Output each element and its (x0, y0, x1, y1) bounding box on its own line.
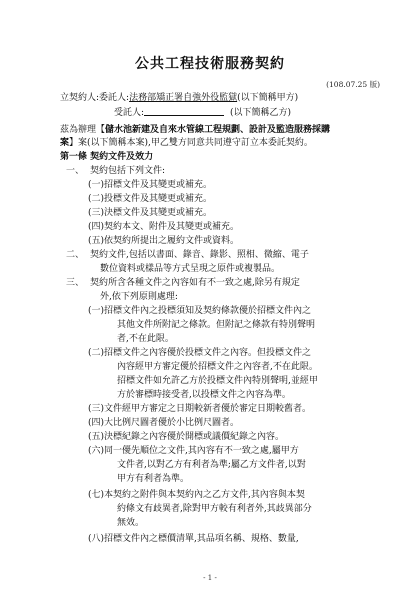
intro-line-1 (60, 124, 330, 136)
clause-3-item-1-cont-2: 者,不在此限。 (117, 334, 174, 344)
intro-prefix: 茲為辦理【 (60, 125, 106, 135)
clause-2-num: 二、 (66, 250, 85, 260)
clause-2-line-1: 契約文件,包括以書面、錄音、錄影、照相、微縮、電子 (90, 250, 309, 260)
clause-3-item-5: (五)決標紀錄之內容優於開標或議價紀錄之內容。 (88, 432, 285, 442)
clause-2 (66, 249, 309, 261)
intro-line-2 (60, 137, 313, 149)
party-client-prefix: 立契約人:委託人: (60, 93, 130, 103)
intro-suffix: 】案(以下簡稱本案),甲乙雙方同意共同遵守訂立本委託契約。 (69, 138, 313, 148)
clause-3-line-2: 外,依下列原則處理: (100, 292, 178, 302)
clause-3-item-6-cont-2: 甲方有利者為準。 (117, 474, 190, 484)
clause-3-item-7-cont-1: 約條文有歧異者,除對甲方較有利者外,其歧異部分 (117, 504, 312, 514)
clause-3-num: 三、 (66, 278, 85, 288)
clause-3-item-8: (八)招標文件內之標價清單,其品項名稱、規格、數量, (88, 534, 299, 544)
clause-3-item-6: (六)同一優先順位之文件,其內容有不一致之處,屬甲方 (88, 446, 299, 456)
article-1-heading: 第一條 契約文件及效力 (60, 152, 154, 162)
clause-1-item-4: (四)契約本文、附件及其變更或補充。 (88, 222, 240, 232)
party-contractor-prefix: 受託人: (114, 108, 145, 118)
page-number: - 1 - (203, 574, 217, 582)
clause-1 (66, 165, 165, 177)
party-line-client (60, 92, 298, 104)
clause-1-item-1: (一)招標文件及其變更或補充。 (88, 180, 213, 190)
clause-3-item-4: (四)大比例尺圖者優於小比例尺圖者。 (88, 418, 240, 428)
party-line-contractor (114, 106, 291, 119)
clause-3-item-7-cont-2: 無效。 (117, 518, 145, 528)
clause-3-item-2: (二)招標文件之內容優於投標文件之內容。但投標文件之 (88, 348, 312, 358)
clause-3-item-6-cont-1: 文件者,以對乙方有利者為準;屬乙方文件者,以對 (117, 460, 306, 470)
party-client-suffix: (以下簡稱甲方) (237, 93, 299, 103)
clause-3-item-2-cont-3: 方於審標時接受者,以投標文件之內容為準。 (117, 390, 291, 400)
agency-name: 法務部矯正署自強外役監獄 (129, 93, 238, 103)
clause-3-item-2-cont-1: 內容經甲方審定優於招標文件之內容者,不在此限。 (117, 362, 318, 372)
project-name-1: 儲水池新建及自來水管線工程規劃、設計及監造服務採購 (105, 125, 331, 135)
clause-1-text: 契約包括下列文件: (90, 166, 166, 176)
clause-1-item-3: (三)決標文件及其變更或補充。 (88, 208, 213, 218)
clause-3-item-7: (七)本契約之附件與本契約內之乙方文件,其內容與本契 (88, 490, 305, 500)
document-title: 公共工程技術服務契約 (135, 56, 285, 72)
party-contractor-suffix: (以下簡稱乙方) (230, 108, 292, 118)
clause-3-item-3: (三)文件經甲方審定之日期較新者優於審定日期較舊者。 (88, 404, 312, 414)
clause-2-line-2: 數位資料或樣品等方式呈現之原件或複製品。 (100, 264, 281, 274)
clause-1-item-2: (二)投標文件及其變更或補充。 (88, 194, 213, 204)
version-label: (108.07.25 版) (326, 80, 380, 89)
contractor-name-blank (144, 106, 224, 116)
clause-1-num: 一、 (66, 166, 85, 176)
clause-3-item-2-cont-2: 招標文件如允許乙方於投標文件內特別聲明,並經甲 (117, 376, 318, 386)
project-name-2: 案 (60, 138, 70, 148)
clause-1-item-5: (五)依契約所提出之履約文件或資料。 (88, 236, 240, 246)
clause-3-item-1: (一)招標文件內之投標須知及契約條款優於招標文件內之 (88, 306, 312, 316)
clause-3-item-1-cont-1: 其他文件所附記之條款。但附記之條款有特別聲明 (117, 320, 316, 330)
clause-3-line-1: 契約所含各種文件之內容如有不一致之處,除另有規定 (90, 278, 300, 288)
clause-3 (66, 277, 300, 289)
